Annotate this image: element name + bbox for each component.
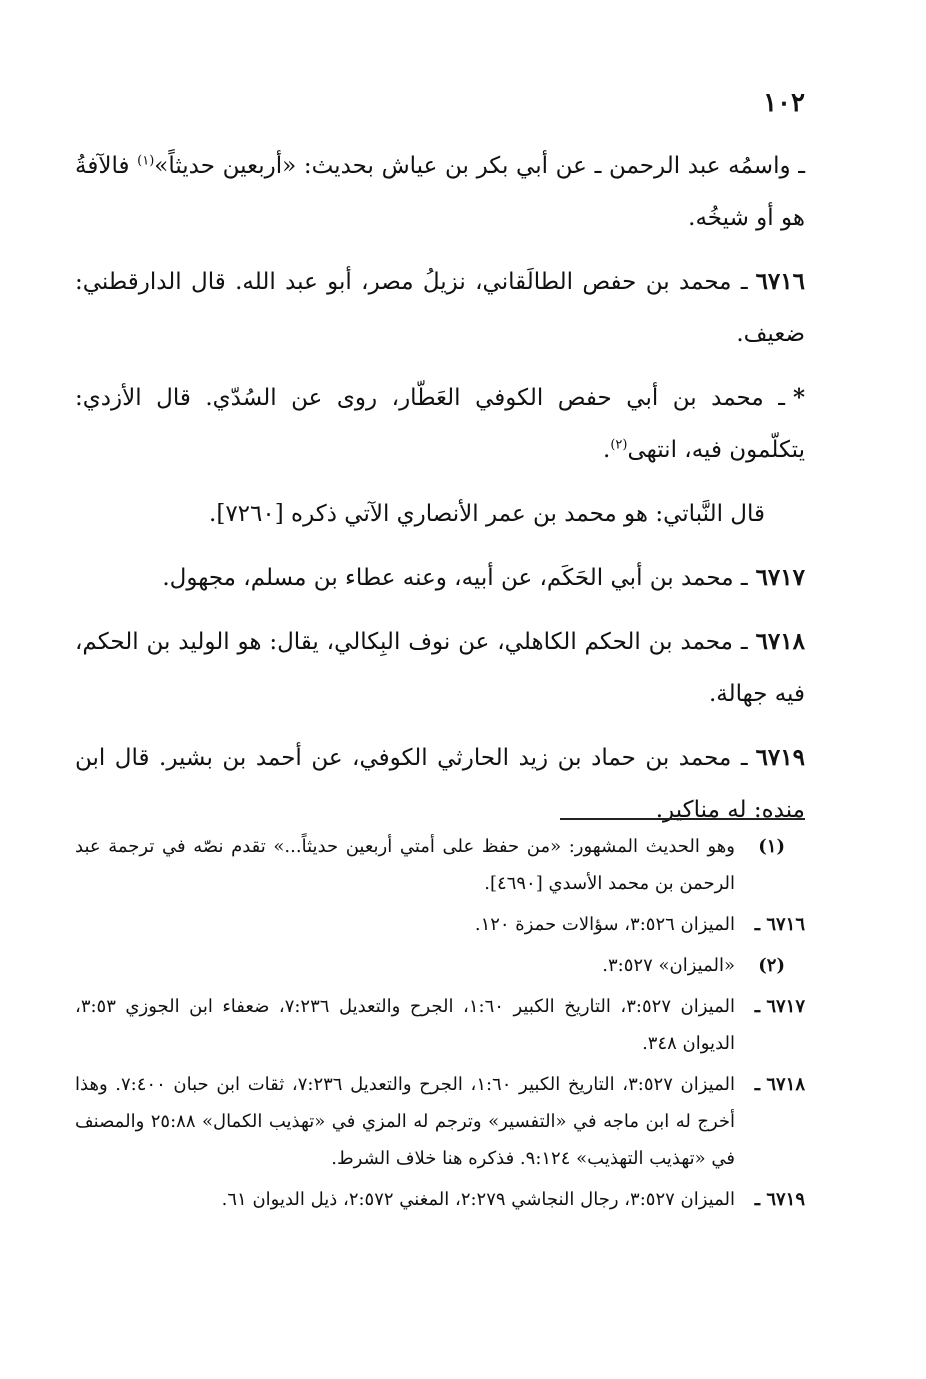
footnote-1 bbox=[75, 828, 805, 902]
entry-text: ـ محمد بن أبي الحَكَم، عن أبيه، وعنه عطاء بن مسلم، مجهول. bbox=[162, 565, 748, 591]
footnote-2 bbox=[75, 947, 805, 984]
footnote-text: الميزان ٣:٥٢٧، التاريخ الكبير ١:٦٠، الجرح والتعديل ٧:٢٣٦، ثقات ابن حبان ٧:٤٠٠. وهذا أخرج له ابن ماجه في «التفسير» وترجم له المزي في «تهذيب الكمال» ٢٥:٨٨ والمصنف في «تهذيب التهذيب» ٩:١٢٤. فذكره هنا خلاف الشرط. bbox=[75, 1074, 736, 1169]
footnote-text: «الميزان» ٣:٥٢٧. bbox=[602, 955, 735, 976]
footnotes bbox=[75, 828, 805, 1222]
book-page bbox=[75, 0, 805, 1379]
entry-tail: . bbox=[603, 437, 611, 463]
entry-number: ٦٧١٩ bbox=[755, 744, 805, 771]
paragraph-text: ـ واسمُه عبد الرحمن ـ عن أبي بكر بن عياش بحديث: «أربعين حديثاً» bbox=[154, 153, 805, 179]
footnote-ref-2[interactable]: (٢) bbox=[610, 437, 628, 453]
entry-text: ـ محمد بن حفص الطالَقاني، نزيلُ مصر، أبو عبد الله. قال الدارقطني: ضعيف. bbox=[75, 269, 805, 347]
footnote-label: ٦٧١٦ ـ bbox=[754, 914, 805, 935]
footnote-text: وهو الحديث المشهور: «من حفظ على أمتي أربعين حديثاً...» تقدم نصّه في ترجمة عبد الرحمن بن محمد الأسدي [٤٦٩٠]. bbox=[75, 836, 735, 894]
footnote-6718 bbox=[75, 1066, 805, 1177]
paragraph-tail: فالآفةُ هو أو شيخُه. bbox=[75, 153, 805, 231]
footnote-text: الميزان ٣:٥٢٧، رجال النجاشي ٢:٢٧٩، المغني ٢:٥٧٢، ذيل الديوان ٦١. bbox=[221, 1189, 735, 1210]
entry-text: ـ محمد بن أبي حفص الكوفي العَطّار، روى عن السُدّي. قال الأزدي: يتكلّمون فيه، انتهى bbox=[75, 385, 805, 463]
footnote-label: (١) bbox=[758, 836, 785, 857]
main-text bbox=[75, 140, 805, 848]
footnote-label: ٦٧١٧ ـ bbox=[754, 996, 805, 1017]
page-number: ١٠٢ bbox=[763, 88, 805, 118]
footnote-divider bbox=[560, 818, 805, 820]
footnote-label: ٦٧١٩ ـ bbox=[754, 1189, 805, 1210]
entry-text: ـ محمد بن الحكم الكاهلي، عن نوف البِكالي، يقال: هو الوليد بن الحكم، فيه جهالة. bbox=[75, 629, 805, 707]
entry-number: ٦٧١٦ bbox=[755, 268, 805, 295]
footnote-label: (٢) bbox=[758, 955, 785, 976]
entry-text: ـ محمد بن حماد بن زيد الحارثي الكوفي، عن أحمد بن بشير. قال ابن منده: له مناكير. bbox=[75, 745, 805, 823]
entry-6719 bbox=[75, 732, 805, 836]
footnote-text: الميزان ٣:٥٢٦، سؤالات حمزة ١٢٠. bbox=[474, 914, 735, 935]
footnote-6716 bbox=[75, 906, 805, 943]
entry-marker: * bbox=[792, 384, 805, 411]
nabati-note bbox=[75, 488, 805, 540]
entry-number: ٦٧١٧ bbox=[755, 564, 805, 591]
entry-number: ٦٧١٨ bbox=[755, 628, 805, 655]
entry-6716 bbox=[75, 256, 805, 360]
footnote-text: الميزان ٣:٥٢٧، التاريخ الكبير ١:٦٠، الجرح والتعديل ٧:٢٣٦، ضعفاء ابن الجوزي ٣:٥٣، الديوان ٣٤٨. bbox=[75, 996, 735, 1054]
entry-star bbox=[75, 372, 805, 476]
footnote-6717 bbox=[75, 988, 805, 1062]
entry-6717 bbox=[75, 552, 805, 604]
footnote-ref-1[interactable]: (١) bbox=[137, 153, 155, 169]
footnote-label: ٦٧١٨ ـ bbox=[754, 1074, 805, 1095]
note-text: قال النَّباتي: هو محمد بن عمر الأنصاري الآتي ذكره [٧٢٦٠]. bbox=[209, 501, 765, 527]
paragraph-continuation bbox=[75, 140, 805, 244]
entry-6718 bbox=[75, 616, 805, 720]
footnote-6719 bbox=[75, 1181, 805, 1218]
